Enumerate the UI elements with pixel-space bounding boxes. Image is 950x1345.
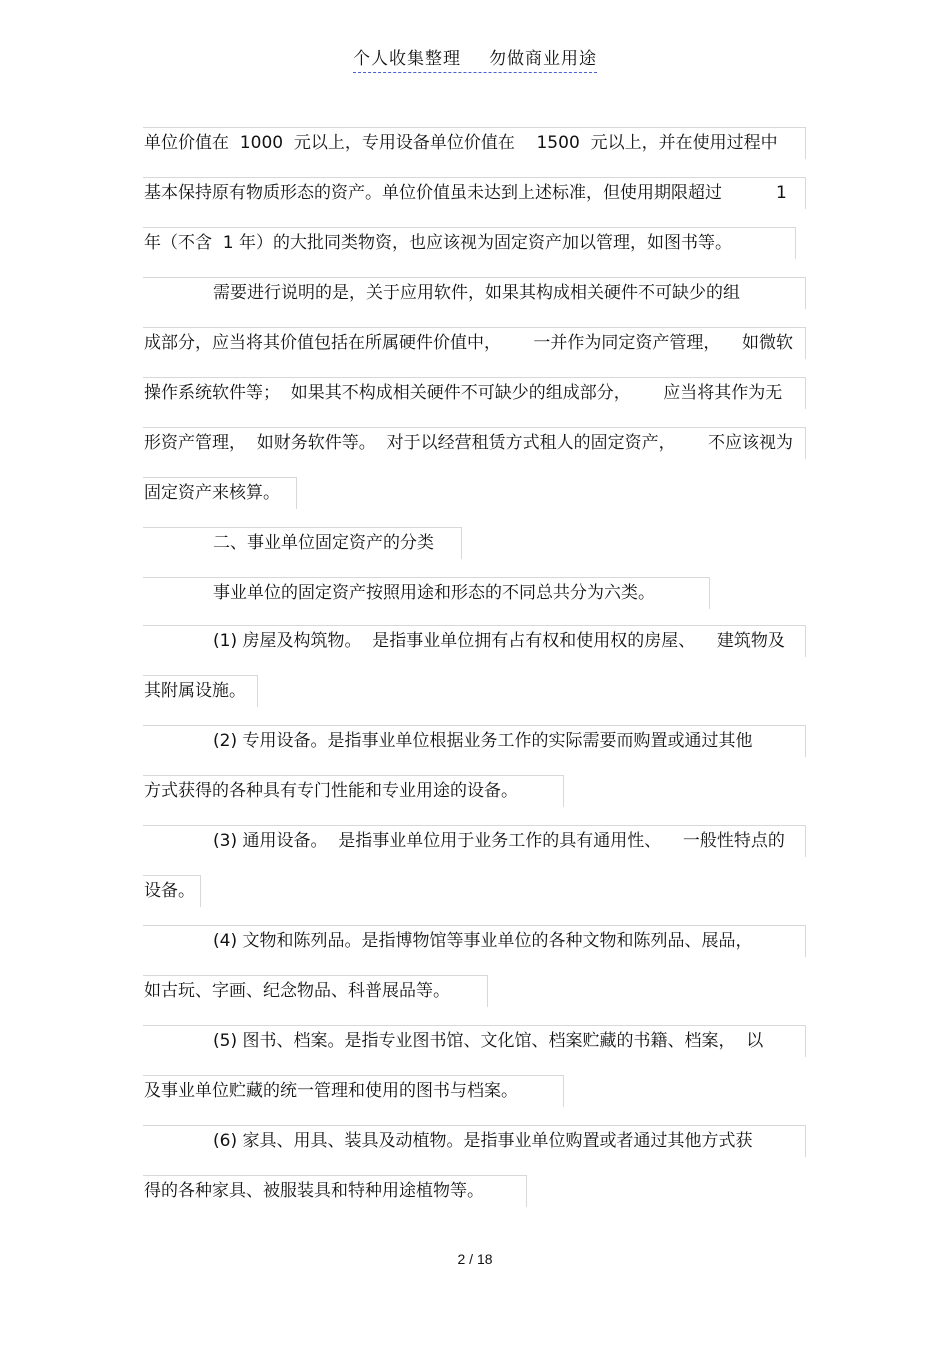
header-left: 个人收集整理 [353, 49, 461, 69]
line-text: (2) 专用设备。是指事业单位根据业务工作的实际需要而购置或通过其他 [213, 731, 753, 751]
line-text: (4) 文物和陈列品。是指博物馆等事业单位的各种文物和陈列品、展品， [213, 931, 753, 951]
line-text: (3) 通用设备。 是指事业单位用于业务工作的具有通用性、 一般性特点的 [213, 831, 785, 851]
line-text: 方式获得的各种具有专门性能和专业用途的设备。 [144, 781, 518, 801]
line-text: 形资产管理， 如财务软件等。 对于以经营租赁方式租人的固定资产， 不应该视为 [144, 433, 794, 453]
page-header [0, 44, 950, 73]
line-text: (1) 房屋及构筑物。 是指事业单位拥有占有权和使用权的房屋、 建筑物及 [213, 631, 785, 651]
line-text: 需要进行说明的是，关于应用软件，如果其构成相关硬件不可缺少的组 [213, 283, 740, 303]
line-text: 二、事业单位固定资产的分类 [213, 533, 434, 553]
line-text: 设备。 [144, 881, 195, 901]
line-text: 基本保持原有物质形态的资产。单位价值虽未达到上述标准，但使用期限超过 1 [144, 183, 787, 203]
line-text: 及事业单位贮藏的统一管理和使用的图书与档案。 [144, 1081, 518, 1101]
header-right: 勿做商业用途 [489, 49, 597, 69]
line-text: (6) 家具、用具、装具及动植物。是指事业单位购置或者通过其他方式获 [213, 1131, 753, 1151]
line-text: 操作系统软件等； 如果其不构成相关硬件不可缺少的组成部分， 应当将其作为无 [144, 383, 783, 403]
page-number: 2 / 18 [457, 1251, 493, 1267]
header-text [353, 44, 597, 73]
line-text: 单位价值在 1000 元以上，专用设备单位价值在 1500 元以上，并在使用过程中 [144, 133, 778, 153]
line-text: 得的各种家具、被服装具和特种用途植物等。 [144, 1181, 484, 1201]
line-text: 事业单位的固定资产按照用途和形态的不同总共分为六类。 [213, 583, 655, 603]
line-text: 年（不含 1 年）的大批同类物资，也应该视为固定资产加以管理，如图书等。 [144, 233, 733, 253]
line-text: 固定资产来核算。 [144, 483, 280, 503]
line-text: 如古玩、字画、纪念物品、科普展品等。 [144, 981, 450, 1001]
line-text: 其附属设施。 [144, 681, 246, 701]
line-text: (5) 图书、档案。是指专业图书馆、文化馆、档案贮藏的书籍、档案， 以 [213, 1031, 764, 1051]
line-text: 成部分，应当将其价值包括在所属硬件价值中， 一并作为同定资产管理， 如微软 [144, 333, 794, 353]
